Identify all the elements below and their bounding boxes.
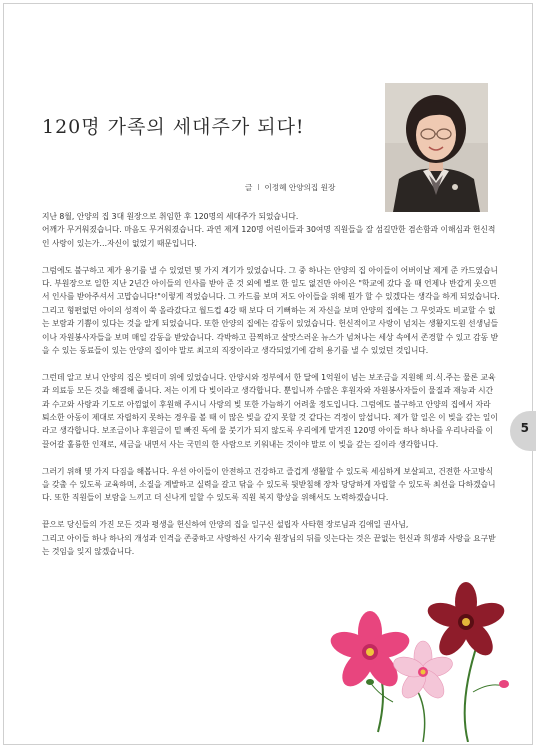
- byline-prefix: 글: [245, 183, 253, 192]
- author-portrait-image: [385, 83, 488, 212]
- byline-separator: l: [257, 183, 260, 192]
- cosmos-flowers-illustration: [318, 582, 528, 742]
- paragraph-3: 그런데 알고 보니 안양의 집은 빚더미 위에 있었습니다. 안양시와 정부에서 한 달에 1억원이 넘는 보조금을 지원해 의.식.주는 물론 교육과 의료등 모든 것을 해결해 줍니다. 저는 이게 다 빚이라고 생각합니다. 뿐입니까 수많은 후원자와 자원봉사자들이 물질과 재능과 시간과 수고와 사랑과 기도로 아낌없이 후원해 주시니 사랑의 빚 또한 가늠하기 어려울 정도입니다. 그럼에도 불구하고 안양의 집에서 자라 퇴소한 아동이 제대로 자립하지 못하는 경우를 볼 때 이 많은 빚을 갚지 못할 것 같다는 걱정이 앞섭니다. 제가 할 일은 이 빚을 갚는 일이라고 생각합니다. 보조금이나 후원금이 밑 빠진 독에 물 붓기가 되지 않도록 우리에게 맡겨진 120명 아이들 하나 하나를 우리나라를 이끌어갈 훌륭한 인재로, 세금을 내면서 사는 국민의 한 사람으로 키워내는 것이야 말로 이 빚을 갚는 길이라 생각합니다.: [42, 372, 498, 449]
- paragraph-4: 그러기 위해 몇 가지 다짐을 해봅니다. 우선 아이들이 안전하고 건강하고 즐겁게 생활할 수 있도록 세심하게 보살피고, 건전한 사고방식을 갖출 수 있도록 교육하며, 소질을 계발하고 실력을 갈고 닦을 수 있도록 뒷받침해 장차 당당하게 자립할 수 있도록 최선을 다하겠습니다. 또한 직원들이 보람을 느끼고 더 신나게 일할 수 있도록 직원 복지 향상을 위해서도 노력하겠습니다.: [42, 466, 496, 503]
- article-title: 120명 가족의 세대주가 되다!: [42, 116, 305, 138]
- paragraph-2: 그럼에도 불구하고 제가 용기를 낼 수 있었던 몇 가지 계기가 있었습니다. 그 중 하나는 안양의 집 아이들이 어버이날 제게 준 카드였습니다. 부원장으로 일한 지난 2년간 아이들의 인사를 받아 준 것 외에 별로 한 일도 없건만 아이은 "학교에 갔다 올 때 언제나 반갑게 웃으면서 인사를 받아주셔서 고맙습니다!"이렇게 적었습니다. 그 카드를 보며 저도 아이들을 위해 뭔가 할 수 있겠다는 생각을 하게 되었습니다. 그리고 형편없던 아이의 성적이 쑥 올라갔다고 월드컵 4강 때 보다 더 기뻐하는 저 자신을 보며 안양의 집에는 그 무엇과도 비교할 수 없는 보람과 기쁨이 있다는 것을 알게 되었습니다. 또한 안양의 집에는 감동이 있었습니다. 헌신적이고 사랑이 넘치는 생활지도원 선생님들이나 자원봉사자들을 보며 매일 감동을 받았습니다. 각박하고 끔찍하고 살맛스러운 뉴스가 넘쳐나는 세상 속에서 존경할 수 있고 감동 받을 수 있는 동료들이 있는 안양의 집이야 말로 최고의 직장이라고 생각되었기에 감히 용기를 낼 수 있었던 것입니다.: [42, 265, 500, 356]
- page-number: 5: [520, 421, 529, 435]
- article-body: [42, 210, 500, 572]
- byline-author: 이정혜 안양의집 원장: [264, 183, 336, 192]
- byline: [245, 182, 335, 193]
- author-photo: [385, 83, 488, 212]
- paragraph-5: 끝으로 당신들의 가진 모든 것과 평생을 헌신하여 안양의 집을 일구신 설립자 사타현 장로님과 김애일 권사님, 그리고 아이들 하나 하나의 개성과 인격을 존중하고 사랑하신 사기숙 원장님의 뒤를 잇는다는 것은 끝없는 헌신과 희생과 사랑을 요구받는 것임을 잊지 않겠습니다.: [42, 520, 496, 557]
- paragraph-1: 지난 8월, 안양의 집 3대 원장으로 취임한 후 120명의 세대주가 되었습니다. 어깨가 무거워졌습니다. 마음도 무거워졌습니다. 과연 제게 120명 어린이들과 30여명 직원들을 잘 섬길만한 겸손함과 이해심과 헌신적인 사랑이 있는가…자신이 없었기 때문입니다.: [42, 212, 496, 248]
